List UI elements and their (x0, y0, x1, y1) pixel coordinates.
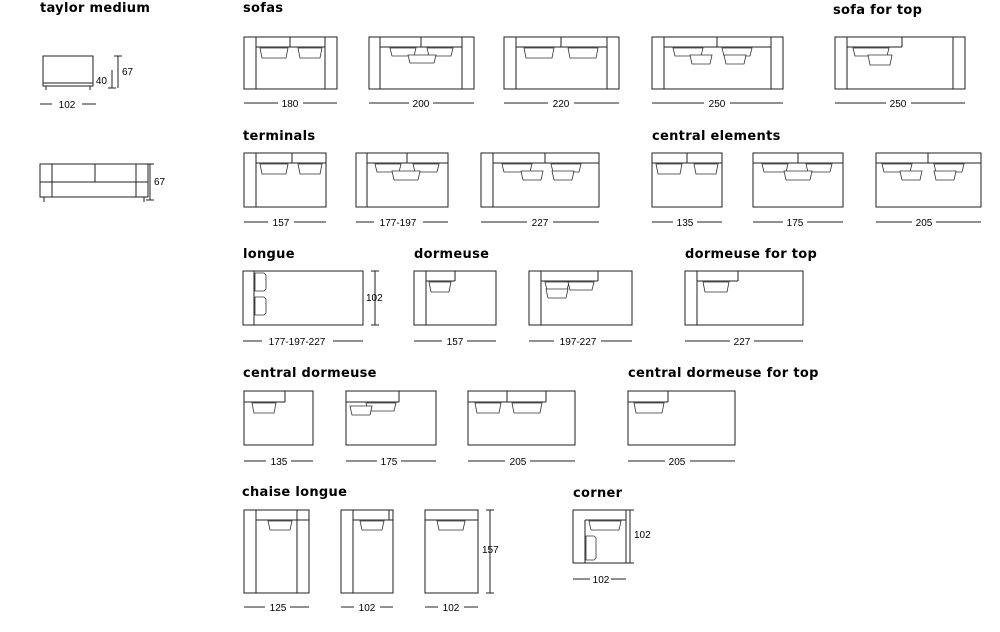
dormeuse-for-top-drawing (685, 271, 803, 325)
longue-drawing (243, 271, 363, 325)
chaise-central-102-drawing (425, 510, 478, 593)
corner-depth-label: 102 (634, 530, 651, 541)
terminal-177-197-drawing (356, 153, 448, 207)
central-dormeuse-205-drawing (468, 391, 575, 445)
central-dormeuse-205-label: 205 (509, 457, 527, 468)
chaise-125-drawing (244, 510, 309, 593)
corner-drawing (573, 510, 626, 563)
side-total-height-label: 67 (122, 67, 134, 78)
central-175-drawing (753, 153, 843, 207)
dormeuse-157-drawing (414, 271, 496, 325)
longue-width-label: 177-197-227 (268, 337, 326, 348)
central-175-label: 175 (786, 218, 804, 229)
front-view-drawing (40, 164, 154, 202)
terminal-177-197-label: 177-197 (379, 218, 417, 229)
section-title-central-elements: central elements (652, 129, 781, 144)
dormeuse-197-227-drawing (529, 271, 632, 325)
chaise-central-157-label: 157 (482, 545, 499, 556)
profile-title: taylor medium (40, 1, 151, 16)
central-dormeuse-for-top-drawing (628, 391, 735, 445)
central-205-drawing (876, 153, 981, 207)
sofa-200-label: 200 (412, 99, 430, 110)
sofa-250-label: 250 (708, 99, 726, 110)
section-title-longue: longue (243, 247, 295, 262)
sofa-for-top-250-drawing (835, 37, 965, 89)
central-dormeuse-135-label: 135 (270, 457, 288, 468)
sofa-220-drawing (504, 37, 619, 89)
section-title-terminals: terminals (243, 129, 316, 144)
sofa-220-label: 220 (552, 99, 570, 110)
corner-width-label: 102 (592, 575, 610, 586)
section-title-dormeuse: dormeuse (414, 247, 490, 262)
central-dormeuse-for-top-label: 205 (668, 457, 686, 468)
sofa-250-drawing (652, 37, 783, 89)
dormeuse-for-top-label: 227 (733, 337, 751, 348)
central-dormeuse-135-drawing (244, 391, 313, 445)
front-height-label: 67 (154, 177, 166, 188)
chaise-102-label: 102 (358, 603, 376, 614)
terminal-227-label: 227 (531, 218, 549, 229)
section-title-dormeuse-for-top: dormeuse for top (685, 247, 818, 262)
central-205-label: 205 (915, 218, 933, 229)
central-dormeuse-175-label: 175 (380, 457, 398, 468)
terminal-157-label: 157 (272, 218, 290, 229)
dormeuse-197-227-label: 197-227 (559, 337, 597, 348)
chaise-central-102-label: 102 (442, 603, 460, 614)
section-title-sofa-for-top: sofa for top (833, 3, 923, 18)
central-135-label: 135 (676, 218, 694, 229)
terminal-157-drawing (244, 153, 326, 207)
sofa-200-drawing (369, 37, 474, 89)
chaise-102-drawing (341, 510, 393, 593)
dormeuse-157-label: 157 (446, 337, 464, 348)
side-width-label: 102 (58, 100, 76, 111)
sofa-180-label: 180 (281, 99, 299, 110)
sofa-180-drawing (244, 37, 337, 89)
section-title-central-dormeuse: central dormeuse (243, 366, 377, 381)
sofa-for-top-250-label: 250 (889, 99, 907, 110)
side-seat-height-label: 40 (95, 76, 107, 87)
central-135-drawing (652, 153, 722, 207)
section-title-sofas: sofas (243, 1, 284, 16)
central-dormeuse-175-drawing (346, 391, 436, 445)
section-title-corner: corner (573, 486, 623, 501)
side-view-drawing (40, 56, 122, 104)
longue-depth-label: 102 (366, 293, 383, 304)
section-title-chaise-longue: chaise longue (242, 485, 348, 500)
terminal-227-drawing (481, 153, 599, 207)
chaise-125-label: 125 (269, 603, 287, 614)
section-title-central-dormeuse-for-top: central dormeuse for top (628, 366, 819, 381)
